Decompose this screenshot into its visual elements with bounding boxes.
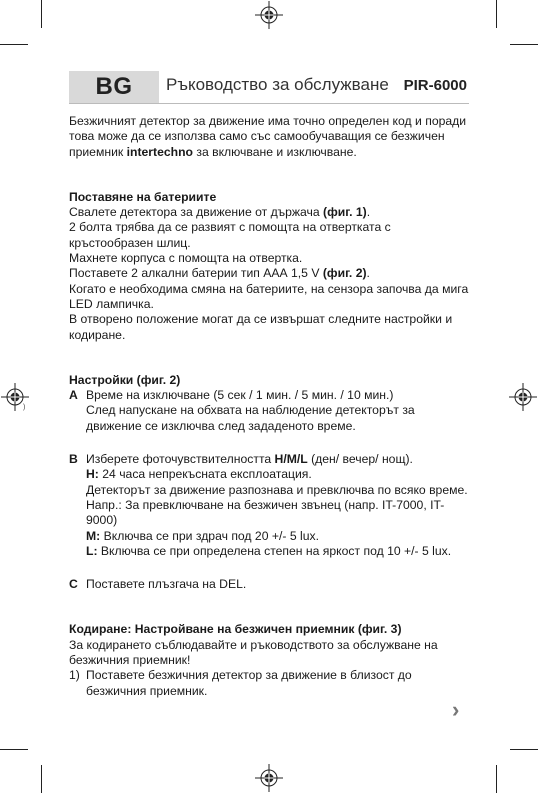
setting-b-line-1 — [86, 452, 469, 467]
manual-title: Ръководство за обслужване — [166, 75, 389, 94]
mode-l-label: L: — [86, 543, 98, 558]
setting-b-m — [86, 529, 469, 544]
setting-b-line-1-end: (ден/ вечер/ нощ). — [307, 452, 413, 467]
crop-mark-bottom-right-v — [496, 765, 497, 793]
sensitivity-modes: H/M/L — [274, 452, 308, 467]
registration-mark-right-icon — [508, 382, 538, 412]
manual-content — [69, 114, 469, 699]
setting-item-c — [69, 577, 469, 592]
registration-mark-left-icon — [0, 382, 30, 412]
settings-title: Настройки (фиг. 2) — [69, 372, 181, 387]
mode-m-label: M: — [86, 528, 101, 543]
registration-mark-top-icon — [254, 0, 284, 30]
crop-mark-top-left-v — [41, 0, 42, 28]
setting-letter-b: B — [69, 452, 78, 467]
crop-mark-bottom-left-v — [41, 765, 42, 793]
batteries-line-4-text: Поставете 2 алкални батерии тип ААА 1,5 V — [69, 266, 323, 281]
batteries-line-1 — [69, 205, 469, 220]
setting-letter-c: C — [69, 577, 78, 592]
batteries-line-5: Когато е необходима смяна на батериите, на сензора започва да мига LED лампичка. — [69, 281, 469, 311]
crop-mark-top-left-h — [0, 44, 28, 45]
registration-mark-bottom-icon — [254, 763, 284, 793]
mode-m-text: Включва се при здрач под 20 +/- 5 lux. — [100, 528, 319, 543]
step-number-1: 1) — [69, 668, 80, 683]
crop-mark-top-right-v — [496, 0, 497, 28]
setting-item-a — [69, 388, 469, 434]
batteries-title: Поставяне на батериите — [69, 189, 217, 204]
crop-mark-bottom-left-h — [0, 749, 28, 750]
crop-mark-top-right-h — [510, 44, 538, 45]
batteries-line-3: Махнете корпуса с помощта на отвертка. — [69, 251, 303, 266]
page-header — [69, 71, 469, 103]
mode-h-label: H: — [86, 467, 99, 482]
setting-a-line-1: Време на изключване (5 сек / 1 мин. / 5 мин. / 10 мин.) — [86, 388, 394, 403]
margin-mark: ) — [23, 404, 26, 411]
setting-b-line-3: Детекторът за движение разпознава и превключва по всяко време. — [86, 482, 468, 497]
batteries-line-6: В отворено положение могат да се извършат следните настройки и кодиране. — [69, 312, 453, 342]
intro-text-end: за включване и изключване. — [192, 144, 357, 159]
mode-l-text: Включва се при определена степен на яркост под 10 +/- 5 lux. — [97, 543, 452, 558]
next-page-chevron-icon: › — [452, 697, 460, 722]
intro-text: Безжичният детектор за движение има точно определен код и поради това може да се използва само със самообучаващия се безжичен приемник — [69, 114, 467, 159]
step-1-text: Поставете безжичния детектор за движение в близост до безжичния приемник. — [86, 668, 412, 698]
batteries-line-1-end: . — [366, 205, 371, 220]
setting-b-line-4: Напр.: За превключване на безжичен звънец (напр. IT-7000, IT-9000) — [86, 497, 445, 528]
batteries-line-4-end: . — [366, 266, 370, 281]
setting-b-line-1-text: Изберете фоточувствителността — [86, 452, 275, 467]
setting-b-h — [86, 467, 469, 482]
figure-ref-1: (фиг. 1) — [323, 205, 367, 220]
setting-b-l — [86, 544, 469, 559]
setting-letter-a: A — [69, 388, 78, 403]
mode-h-text: 24 часа непрекъснатa експлоатация. — [98, 467, 312, 482]
intro-paragraph — [69, 114, 469, 160]
batteries-line-4 — [69, 266, 469, 281]
header-divider — [69, 103, 469, 104]
crop-mark-bottom-right-h — [510, 749, 538, 750]
language-badge: BG — [69, 71, 159, 103]
brand-name: intertechno — [126, 144, 193, 159]
batteries-line-1-text: Свалете детектора за движение от държача — [69, 205, 324, 220]
batteries-line-2: 2 болта трябва да се развият с помощта на отвертката с кръстообразен шлиц. — [69, 220, 391, 250]
setting-a-line-2: След напускане на обхвата на наблюдение детекторът за движение се изключва след зададеното време. — [86, 403, 415, 433]
coding-line-1: За кодирането съблюдавайте и ръководството за обслужване на безжичния приемник! — [69, 637, 438, 668]
coding-step-1 — [69, 668, 469, 699]
model-name: PIR-6000 — [403, 77, 467, 94]
figure-ref-2: (фиг. 2) — [322, 266, 367, 281]
coding-title: Кодиране: Настройване на безжичен приемник (фиг. 3) — [69, 622, 402, 637]
setting-item-b — [69, 452, 469, 559]
setting-c-line-1: Поставете плъзгача на DEL. — [86, 577, 247, 592]
